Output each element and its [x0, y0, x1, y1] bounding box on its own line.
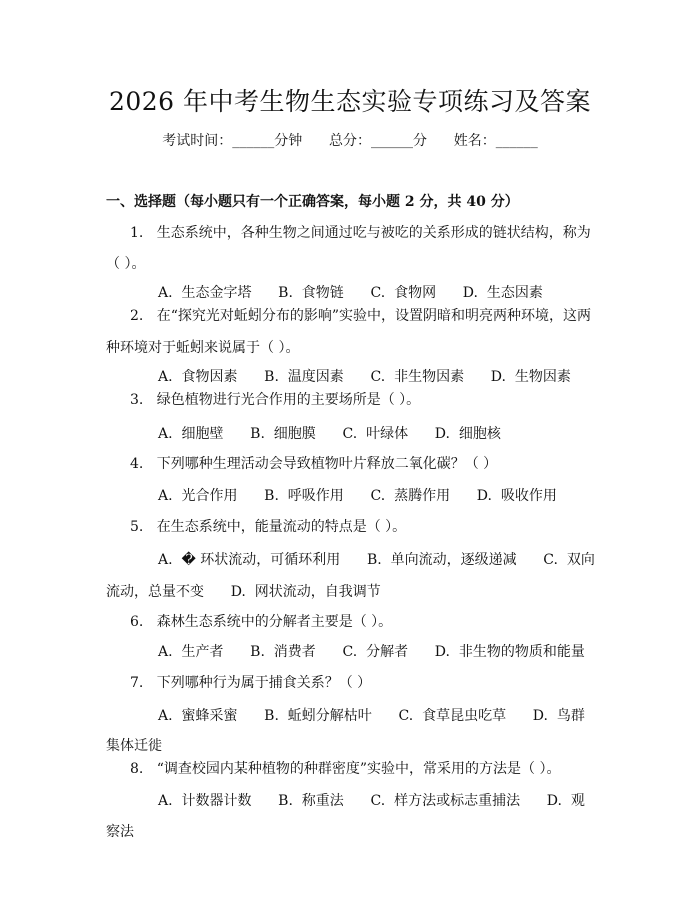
answer-options: A. 细胞壁 B. 细胞膜 C. 叶绿体 D. 细胞核: [158, 426, 501, 442]
question-text: （ ）。: [106, 256, 146, 272]
question-text: 察法: [106, 824, 134, 840]
answer-options: A. 光合作用 B. 呼吸作用 C. 蒸腾作用 D. 吸收作用: [158, 488, 557, 504]
section-heading: 一、选择题（每小题只有一个正确答案，每小题 2 分，共 40 分）: [106, 194, 519, 210]
answer-options: A. 计数器计数 B. 称重法 C. 样方法或标志重捕法 D. 观: [158, 793, 585, 809]
question-text: 种环境对于蚯蚓来说属于（ ）。: [106, 340, 300, 356]
answer-options: A. 蜜蜂采蜜 B. 蚯蚓分解枯叶 C. 食草昆虫吃草 D. 鸟群: [158, 708, 585, 724]
question-text: 2. 在“探究光对蚯蚓分布的影响”实验中，设置阴暗和明亮两种环境，这两: [130, 308, 592, 324]
answer-options: A. 生产者 B. 消费者 C. 分解者 D. 非生物的物质和能量: [158, 644, 585, 660]
question-text: 7. 下列哪种行为属于捕食关系？（ ）: [130, 675, 372, 691]
answer-options: A. 食物因素 B. 温度因素 C. 非生物因素 D. 生物因素: [158, 369, 571, 385]
question-text: 6. 森林生态系统中的分解者主要是（ ）。: [130, 614, 393, 630]
answer-options: A. � 环状流动，可循环利用 B. 单向流动，逐级递减 C. 双向: [158, 552, 595, 568]
question-text: 集体迁徙: [106, 738, 162, 754]
question-text: 3. 绿色植物进行光合作用的主要场所是（ ）。: [130, 392, 421, 408]
answer-options: A. 生态金字塔 B. 食物链 C. 食物网 D. 生态因素: [158, 285, 543, 301]
question-text: 流动，总量不变 D. 网状流动，自我调节: [106, 584, 381, 600]
document-title: 2026 年中考生物生态实验专项练习及答案: [108, 87, 592, 116]
exam-meta-line: 考试时间：______分钟 总分：______分 姓名：______: [162, 133, 538, 149]
question-text: 4. 下列哪种生理活动会导致植物叶片释放二氧化碳？（ ）: [130, 456, 498, 472]
question-text: 5. 在生态系统中，能量流动的特点是（ ）。: [130, 519, 407, 535]
question-text: 8. “调查校园内某种植物的种群密度”实验中，常采用的方法是（ ）。: [130, 761, 561, 777]
question-text: 1. 生态系统中，各种生物之间通过吃与被吃的关系形成的链状结构，称为: [130, 225, 591, 241]
